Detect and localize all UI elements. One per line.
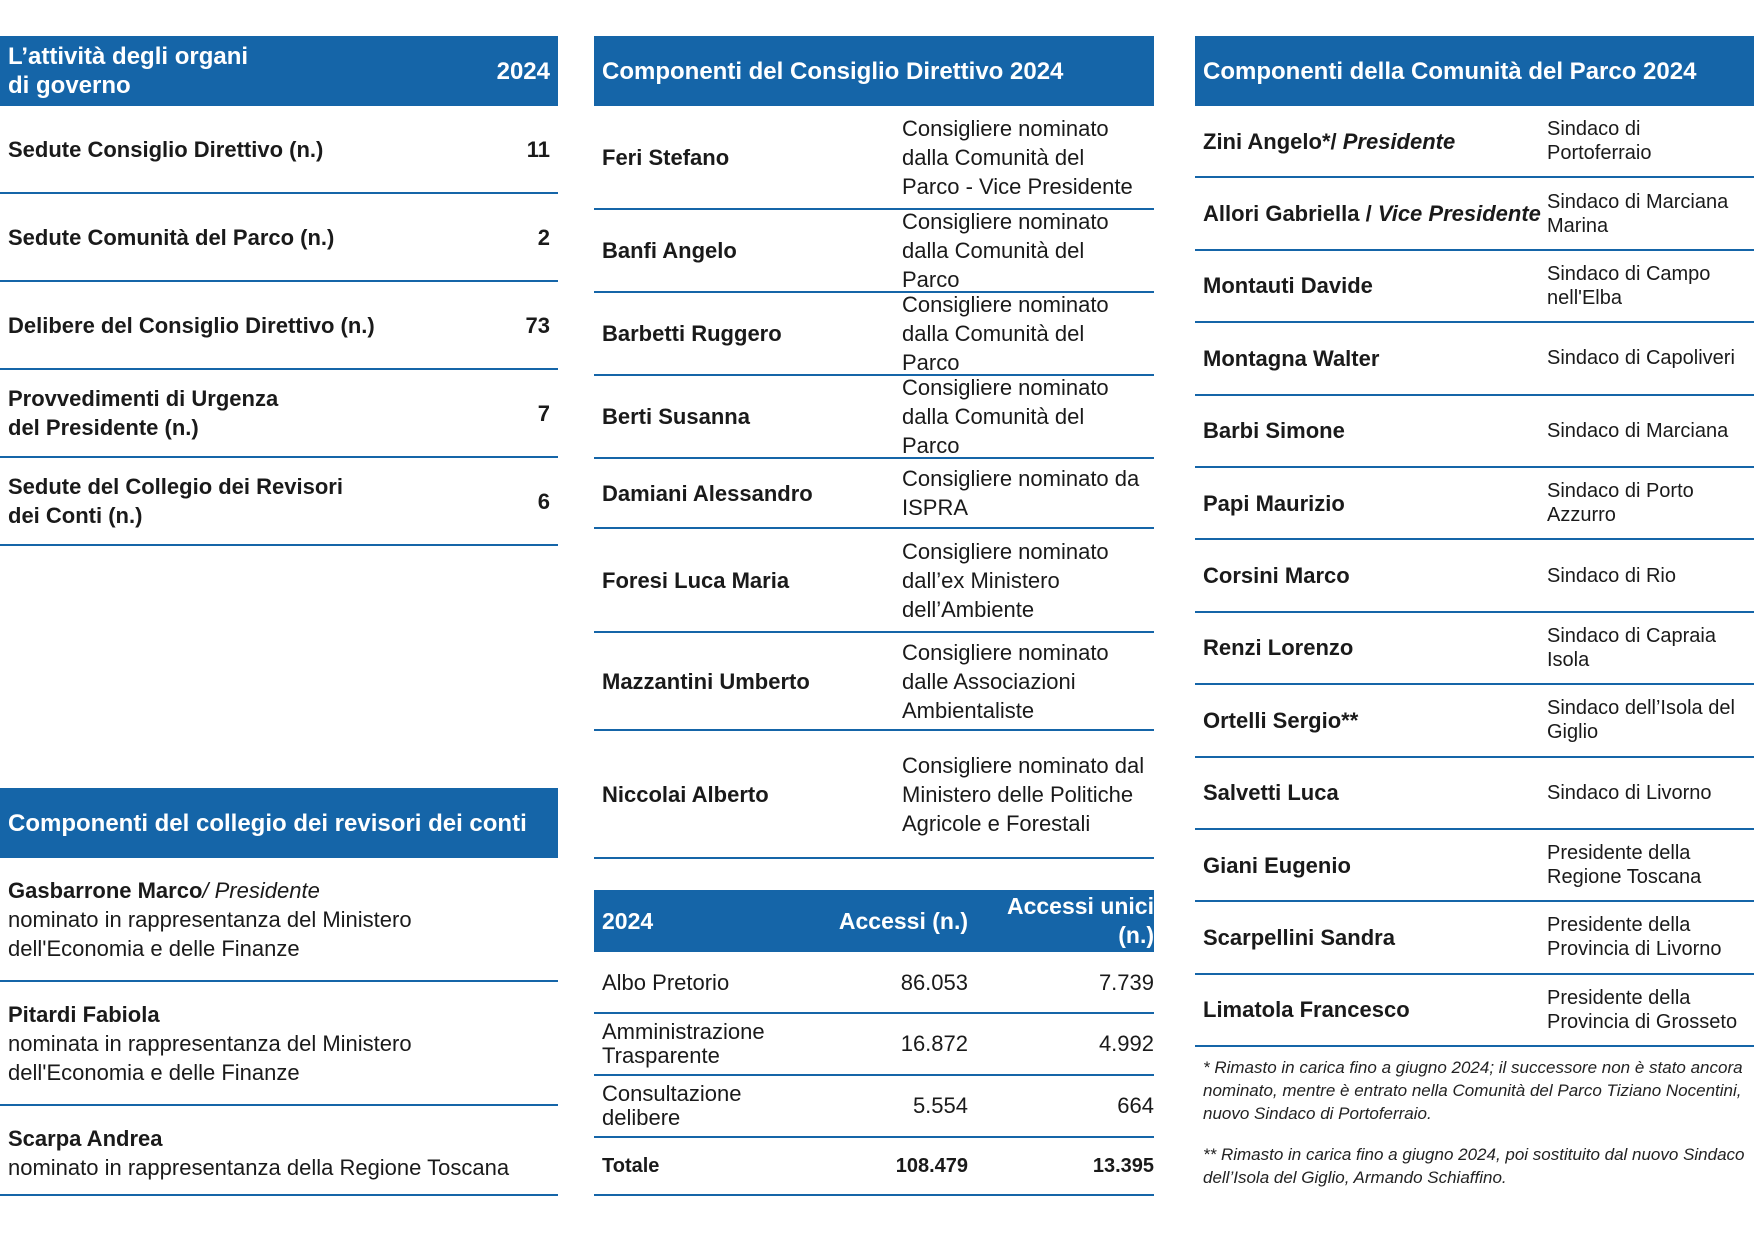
comunita-header <box>1195 36 1754 106</box>
table-cell: 664 <box>1117 1093 1154 1118</box>
attivita-year: 2024 <box>496 57 550 85</box>
comunita-member <box>1195 396 1754 468</box>
member-role: Sindaco di Livorno <box>1547 781 1712 804</box>
member-name: Damiani Alessandro <box>602 480 813 506</box>
accessi-header <box>594 890 1154 952</box>
attivita-title: L’attività degli organi di governo <box>8 43 249 99</box>
table-cell: Amministrazione Trasparente <box>602 1019 765 1068</box>
member-role: Consigliere nominato dalla Comunità del Parco <box>902 292 1109 375</box>
revisori-table <box>0 788 558 1196</box>
member-name: Renzi Lorenzo <box>1203 635 1354 661</box>
comunita-member <box>1195 830 1754 902</box>
member-role: Consigliere nominato dall’ex Ministero dell’Ambiente <box>902 538 1109 622</box>
member-name: Montagna Walter <box>1203 345 1380 371</box>
comunita-member <box>1195 251 1754 323</box>
member-role: Sindaco di Marciana Marina <box>1547 190 1729 237</box>
member-name: Giani Eugenio <box>1203 852 1351 878</box>
comunita-title: Componenti della Comunità del Parco 2024 <box>1203 57 1697 85</box>
consiglio-direttivo-table <box>594 36 1154 859</box>
table-row <box>594 952 1154 1014</box>
member-name: Limatola Francesco <box>1203 997 1410 1023</box>
consiglio-member <box>594 529 1154 633</box>
member-name: Barbetti Ruggero <box>602 321 782 346</box>
attivita-row <box>0 282 558 370</box>
table-cell: 108.479 <box>895 1154 968 1177</box>
member-role: / Presidente <box>202 878 320 903</box>
member-role: Sindaco di Rio <box>1547 564 1676 587</box>
comunita-member <box>1195 975 1754 1047</box>
member-name: Salvetti Luca <box>1203 780 1339 806</box>
member-name: Scarpellini Sandra <box>1203 924 1395 950</box>
attivita-row-label: Sedute del Collegio dei Revisori dei Conti (n.) <box>8 474 343 528</box>
member-name: Allori Gabriella / Vice Presidente <box>1203 201 1541 227</box>
attivita-row-label: Sedute Comunità del Parco (n.) <box>8 224 335 250</box>
attivita-row-label: Sedute Consiglio Direttivo (n.) <box>8 136 324 162</box>
member-name: Scarpa Andrea <box>8 1126 163 1151</box>
member-role: Consigliere nominato dalla Comunità del Parco <box>902 209 1109 292</box>
consiglio-title: Componenti del Consiglio Direttivo 2024 <box>602 57 1064 85</box>
member-role: Sindaco di Portoferraio <box>1547 118 1652 165</box>
accessi-col-accessi: Accessi (n.) <box>838 907 968 934</box>
attivita-row <box>0 370 558 458</box>
consiglio-header <box>594 36 1154 106</box>
member-role: Consigliere nominato dal Ministero delle Politiche Agricole e Forestali <box>902 752 1145 836</box>
consiglio-member <box>594 210 1154 293</box>
attivita-row-value: 2 <box>537 224 550 250</box>
member-name: Ortelli Sergio** <box>1203 707 1359 733</box>
table-cell: 7.739 <box>1098 969 1154 995</box>
comunita-member <box>1195 106 1754 178</box>
member-name: Gasbarrone Marco <box>8 878 203 903</box>
member-name: Banfi Angelo <box>602 238 737 263</box>
member-role: Consigliere nominato dalla Comunità del Parco - Vice Presidente <box>902 115 1133 199</box>
revisori-member <box>0 858 558 982</box>
accessi-table <box>594 890 1154 1196</box>
member-name: Pitardi Fabiola <box>8 1002 160 1027</box>
table-total-row <box>594 1138 1154 1196</box>
comunita-member <box>1195 758 1754 830</box>
revisori-header <box>0 788 558 858</box>
consiglio-member <box>594 731 1154 859</box>
footnotes <box>1203 1056 1748 1207</box>
attivita-row-value: 7 <box>537 400 550 426</box>
consiglio-member <box>594 633 1154 731</box>
table-cell: 16.872 <box>900 1031 968 1056</box>
member-desc: nominato in rappresentanza del Ministero dell'Economia e delle Finanze <box>8 907 412 961</box>
revisori-member <box>0 982 558 1106</box>
member-name: Niccolai Alberto <box>602 781 769 807</box>
consiglio-member <box>594 459 1154 529</box>
member-name: Papi Maurizio <box>1203 490 1345 516</box>
member-role: Consigliere nominato da ISPRA <box>902 466 1140 520</box>
comunita-member <box>1195 468 1754 540</box>
member-name: Zini Angelo*/ Presidente <box>1203 128 1456 154</box>
table-cell: Totale <box>602 1154 660 1177</box>
table-cell: 4.992 <box>1098 1031 1154 1056</box>
member-name: Feri Stefano <box>602 144 730 170</box>
comunita-member <box>1195 685 1754 757</box>
member-desc: nominata in rappresentanza del Ministero dell'Economia e delle Finanze <box>8 1031 412 1085</box>
comunita-member <box>1195 540 1754 612</box>
table-cell: Consultazione delibere <box>602 1081 742 1130</box>
consiglio-member <box>594 293 1154 376</box>
member-role: Presidente della Provincia di Livorno <box>1547 914 1722 961</box>
member-role: Sindaco di Marciana <box>1547 419 1729 442</box>
attivita-row-value: 11 <box>526 136 550 162</box>
member-name: Montauti Davide <box>1203 273 1373 299</box>
table-cell: 5.554 <box>912 1093 968 1118</box>
table-row <box>594 1014 1154 1076</box>
attivita-row <box>0 106 558 194</box>
accessi-col-year: 2024 <box>602 907 654 934</box>
attivita-row <box>0 458 558 546</box>
revisori-title: Componenti del collegio dei revisori dei conti <box>8 809 527 837</box>
member-role: Presidente della Provincia di Grosseto <box>1547 986 1738 1033</box>
attivita-row-value: 73 <box>525 312 550 338</box>
attivita-row-label: Delibere del Consiglio Direttivo (n.) <box>8 312 375 338</box>
member-role: Sindaco di Campo nell'Elba <box>1547 262 1711 309</box>
member-role: Sindaco di Capraia Isola <box>1547 624 1716 671</box>
comunita-parco-table <box>1195 36 1754 1047</box>
member-role: Sindaco di Porto Azzurro <box>1547 480 1694 527</box>
comunita-member <box>1195 902 1754 974</box>
table-cell: Albo Pretorio <box>602 969 730 995</box>
member-role: Sindaco di Capoliveri <box>1547 347 1735 370</box>
consiglio-member <box>594 376 1154 459</box>
member-name: Barbi Simone <box>1203 418 1345 444</box>
attivita-organi-table <box>0 36 558 546</box>
member-role: Consigliere nominato dalle Associazioni Ambientaliste <box>902 639 1109 723</box>
table-cell: 86.053 <box>900 969 968 995</box>
attivita-row <box>0 194 558 282</box>
member-role: Presidente della Regione Toscana <box>1547 842 1702 889</box>
member-name: Foresi Luca Maria <box>602 567 790 593</box>
member-name: Corsini Marco <box>1203 563 1350 589</box>
table-cell: 13.395 <box>1092 1154 1154 1177</box>
table-row <box>594 1076 1154 1138</box>
member-role: Consigliere nominato dalla Comunità del Parco <box>902 375 1109 458</box>
attivita-row-value: 6 <box>537 488 550 514</box>
member-name: Mazzantini Umberto <box>602 668 810 694</box>
consiglio-member <box>594 106 1154 210</box>
member-name: Berti Susanna <box>602 404 750 429</box>
footnote: ** Rimasto in carica fino a giugno 2024, poi sostituito dal nuovo Sindaco dell’Isola del Giglio, Armando Schiaffino. <box>1203 1145 1745 1187</box>
attivita-row-label: Provvedimenti di Urgenza del Presidente (n.) <box>8 386 279 440</box>
comunita-member <box>1195 178 1754 250</box>
member-desc: nominato in rappresentanza della Regione Toscana <box>8 1155 510 1180</box>
member-role: Sindaco dell’Isola del Giglio <box>1547 697 1735 744</box>
accessi-col-unici: Accessi unici (n.) <box>1006 893 1154 948</box>
footnote: * Rimasto in carica fino a giugno 2024; il successore non è stato ancora nominato, mentre è entrato nella Comunità del Parco Tiziano Nocentini, nuovo Sindaco di Portoferraio. <box>1203 1058 1743 1123</box>
comunita-member <box>1195 613 1754 685</box>
attivita-header <box>0 36 558 106</box>
revisori-member <box>0 1106 558 1196</box>
comunita-member <box>1195 323 1754 395</box>
